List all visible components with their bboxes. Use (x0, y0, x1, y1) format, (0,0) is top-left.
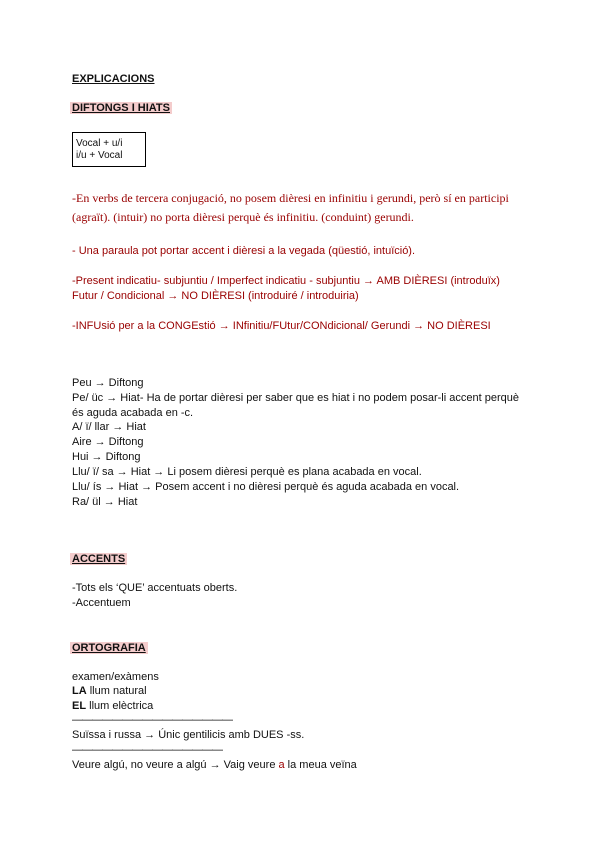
example-line: Pe/ üc → Hiat- Ha de portar dièresi per saber que es hiat i no podem posar-li accent perquè (72, 392, 519, 404)
example-line: Peu → Diftong (72, 377, 144, 389)
ortografia-line (72, 758, 357, 772)
vowel-rule-box (72, 132, 146, 167)
veure-post: la meua veïna (284, 759, 357, 771)
rule-third-conjugation: -En verbs de tercera conjugació, no posem dièresi en infinitiu i gerundi, però sí en participi (72, 191, 509, 205)
rule-tenses-no-dieresis: Futur / Condicional → NO DIÈRESI (introduiré / introduiria) (72, 290, 359, 302)
accents-line: -Accentuem (72, 597, 131, 609)
section-heading-accents (72, 552, 127, 566)
veure-highlighted-a: a (278, 759, 285, 771)
heading-highlight: DIFTONGS I HIATS (72, 102, 170, 114)
article-la: LA (72, 685, 87, 697)
ortografia-el-line (72, 699, 153, 713)
veure-pre: Veure algú, no veure a algú → Vaig veure (72, 759, 279, 771)
divider-line: ——————————————— (72, 744, 222, 756)
box-line: i/u + Vocal (76, 150, 123, 161)
heading-highlight: ORTOGRAFIA (72, 642, 146, 654)
accents-line: -Tots els ‘QUE’ accentuats oberts. (72, 582, 238, 594)
article-el: EL (72, 700, 87, 712)
el-example: llum elèctrica (86, 700, 154, 712)
rule-tenses-dieresis: -Present indicatiu- subjuntiu / Imperfect indicatiu - subjuntiu → AMB DIÈRESI (introduïx) (72, 275, 500, 287)
box-line: Vocal + u/i (76, 138, 123, 149)
example-line: és aguda acabada en -c. (72, 407, 194, 419)
rule-accent-and-dieresis: - Una paraula pot portar accent i dièresi a la vegada (qüestió, intuïció). (72, 245, 416, 257)
ortografia-line: Suïssa i russa → Únic gentilicis amb DUES -ss. (72, 729, 305, 741)
heading-highlight: ACCENTS (72, 553, 126, 565)
ortografia-line: examen/exàmens (72, 671, 159, 683)
section-heading-diftongs (72, 101, 172, 115)
example-line: Ra/ ül → Hiat (72, 496, 138, 508)
divider-line: ———————————————— (72, 714, 232, 726)
example-line: A/ ï/ llar → Hiat (72, 421, 146, 433)
example-line: Llu/ ís → Hiat → Posem accent i no dièresi perquè és aguda acabada en vocal. (72, 481, 460, 493)
rule-third-conjugation-cont: (agraït). (intuir) no porta dièresi perquè és infinitiu. (conduint) gerundi. (72, 210, 414, 224)
rule-mnemonic: -INFUsió per a la CONGEstió → INfinitiu/FUtur/CONdicional/ Gerundi → NO DIÈRESI (72, 320, 491, 332)
ortografia-la-line (72, 684, 147, 698)
section-heading-ortografia (72, 641, 148, 655)
example-line: Llu/ ï/ sa → Hiat → Li posem dièresi perquè es plana acabada en vocal. (72, 466, 422, 478)
page-title: EXPLICACIONS (72, 73, 155, 85)
la-example: llum natural (86, 685, 147, 697)
example-line: Hui → Diftong (72, 451, 141, 463)
example-line: Aire → Diftong (72, 436, 144, 448)
